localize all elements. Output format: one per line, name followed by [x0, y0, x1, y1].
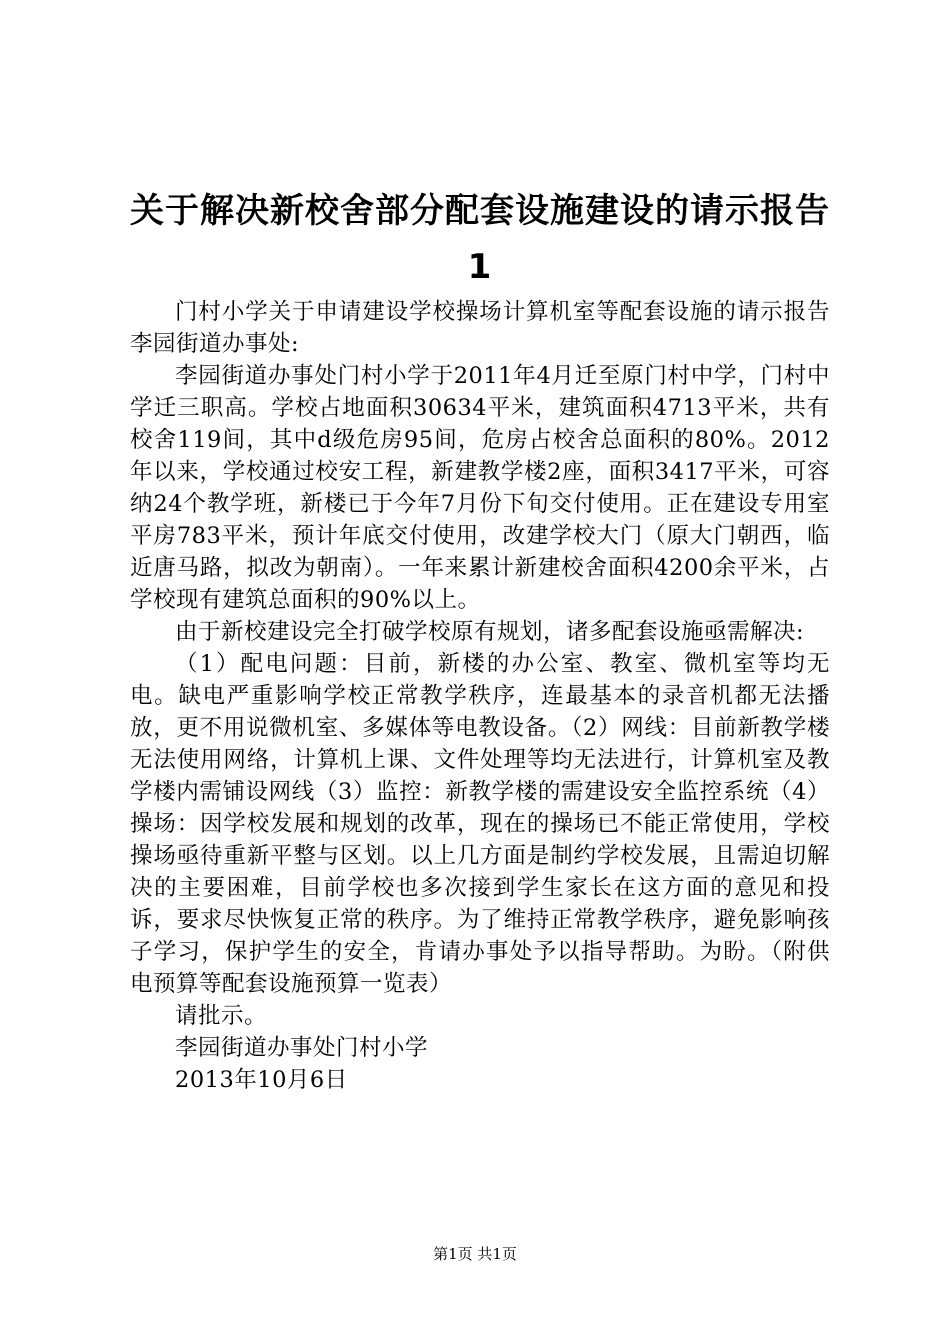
salutation-paragraph: 门村小学关于申请建设学校操场计算机室等配套设施的请示报告李园街道办事处: [130, 299, 830, 357]
issues-paragraph: （1）配电问题：目前，新楼的办公室、教室、微机室等均无电。缺电严重影响学校正常教学秩序，连最基本的录音机都无法播放，更不用说微机室、多媒体等电教设备。（2）网线：目前新教学楼无法使用网络，计算机上课、文件处理等均无法进行，计算机室及教学楼内需铺设网线（3）监控：新教学楼的需建设安全监控系统（4）操场：因学校发展和规划的改革，现在的操场已不能正常使用，学校操场亟待重新平整与区划。以上几方面是制约学校发展，且需迫切解决的主要困难，目前学校也多次接到学生家长在这方面的意见和投诉，要求尽快恢复正常的秩序。为了维持正常教学秩序，避免影响孩子学习，保护学生的安全，肯请办事处予以指导帮助。为盼。（附供电预算等配套设施预算一览表） [130, 651, 830, 997]
document-title: 关于解决新校舍部分配套设施建设的请示报告1 [130, 191, 830, 287]
page-footer: 第1页 共1页 [433, 1245, 517, 1263]
document-body [130, 296, 830, 1096]
problem-intro-paragraph: 由于新校建设完全打破学校原有规划，诸多配套设施亟需解决: [175, 619, 805, 645]
background-paragraph: 李园街道办事处门村小学于2011年4月迁至原门村中学，门村中学迁三职高。学校占地面积30634平米，建筑面积4713平米，共有校舍119间，其中d级危房95间，危房占校舍总面积的80%。2012年以来，学校通过校安工程，新建教学楼2座，面积3417平米，可容纳24个教学班，新楼已于今年7月份下旬交付使用。正在建设专用室平房783平米，预计年底交付使用，改建学校大门（原大门朝西，临近唐马路，拟改为朝南）。一年来累计新建校舍面积4200余平米，占学校现有建筑总面积的90%以上。 [130, 363, 830, 613]
signature-line: 李园街道办事处门村小学 [175, 1035, 429, 1061]
closing-line: 请批示。 [175, 1003, 268, 1029]
date-line: 2013年10月6日 [175, 1067, 348, 1093]
